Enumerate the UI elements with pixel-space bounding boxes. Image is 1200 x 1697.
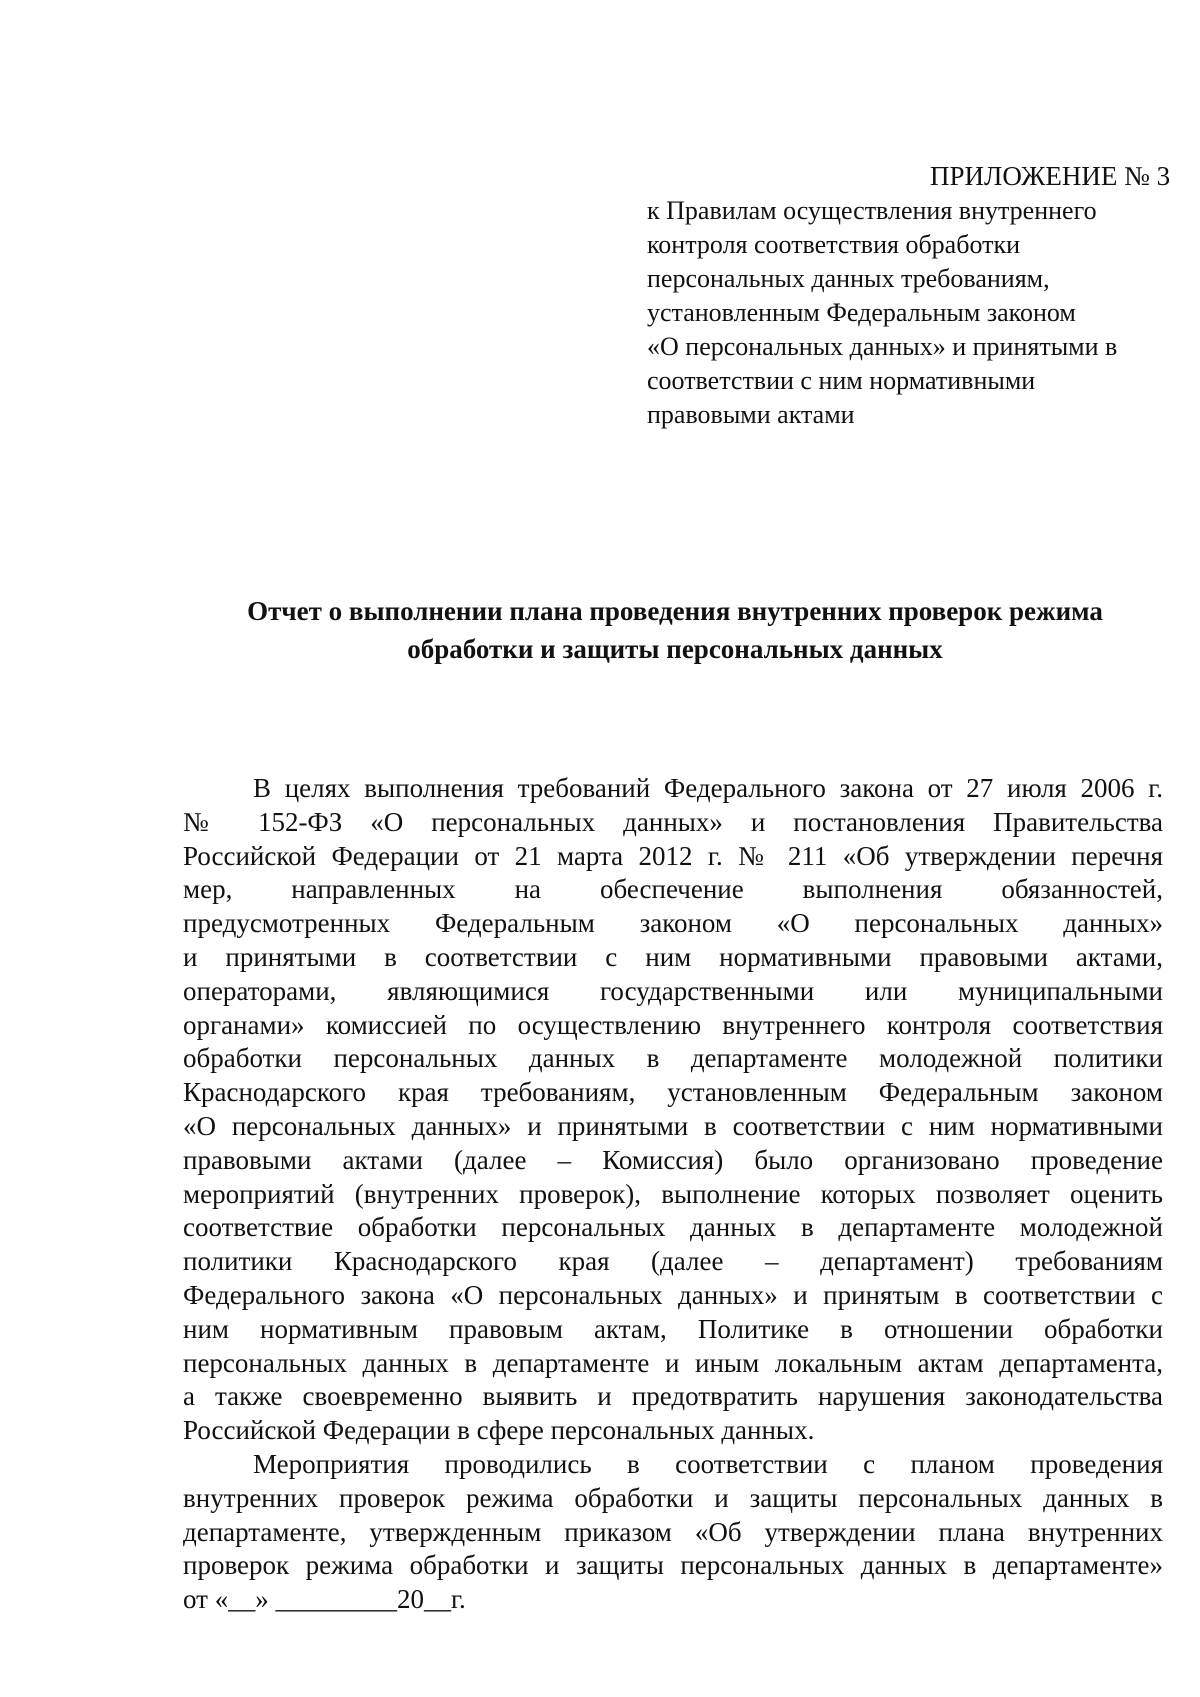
body-line: мероприятий (внутренних проверок), выполнение которых позволяет оценить <box>183 1178 1163 1209</box>
body-line: мер, направленных на обеспечение выполнения обязанностей, <box>183 874 1163 905</box>
body-line: и принятыми в соответствии с ним нормативными правовыми актами, <box>183 941 1163 972</box>
body-line: В целях выполнения требований Федерального закона от 27 июля 2006 г. <box>253 773 1163 803</box>
body-line: а также своевременно выявить и предотвратить нарушения законодательства <box>183 1381 1163 1412</box>
body-line: Российской Федерации в сфере персональных данных. <box>183 1415 815 1446</box>
body-line: «О персональных данных» и принятыми в соответствии с ним нормативными <box>183 1110 1163 1141</box>
appendix-line: контроля соответствия обработки <box>647 230 1021 259</box>
body-line: Мероприятия проводились в соответствии с планом проведения <box>253 1448 1163 1479</box>
body-line: операторами, являющимися государственными или муниципальными <box>183 975 1163 1006</box>
body-line: соответствие обработки персональных данных в департаменте молодежной <box>183 1212 1163 1243</box>
body-line: № 152-ФЗ «О персональных данных» и постановления Правительства <box>183 806 1163 837</box>
appendix-reference <box>647 194 1167 432</box>
paragraph-1 <box>183 772 1163 1448</box>
body-line: внутренних проверок режима обработки и защиты персональных данных в <box>183 1482 1163 1513</box>
body-line: обработки персональных данных в департаменте молодежной политики <box>183 1043 1163 1074</box>
body-line: правовыми актами (далее – Комиссия) было организовано проведение <box>183 1144 1163 1175</box>
appendix-label: ПРИЛОЖЕНИЕ № 3 <box>930 161 1171 191</box>
body-line: Российской Федерации от 21 марта 2012 г. № 211 «Об утверждении перечня <box>183 840 1163 871</box>
date-line: от «__» _________20__г. <box>183 1584 466 1615</box>
body-line: департаменте, утвержденным приказом «Об утверждении плана внутренних <box>183 1516 1163 1547</box>
body-line: предусмотренных Федеральным законом «О персональных данных» <box>183 908 1163 939</box>
body-line: политики Краснодарского края (далее – департамент) требованиям <box>183 1246 1163 1277</box>
body-line: ним нормативным правовым актам, Политике в отношении обработки <box>183 1313 1163 1344</box>
title-line: обработки и защиты персональных данных <box>407 634 943 664</box>
document-title <box>190 592 1160 668</box>
body-line: органами» комиссией по осуществлению внутреннего контроля соответствия <box>183 1009 1163 1040</box>
document-body <box>183 772 1163 1617</box>
appendix-line: установленным Федеральным законом <box>647 298 1076 327</box>
body-line: персональных данных в департаменте и иным локальным актам департамента, <box>183 1347 1163 1378</box>
body-line: Краснодарского края требованиям, установленным Федеральным законом <box>183 1077 1163 1108</box>
title-line: Отчет о выполнении плана проведения внутренних проверок режима <box>247 596 1103 626</box>
body-line: проверок режима обработки и защиты персональных данных в департаменте» <box>183 1550 1163 1581</box>
appendix-line: «О персональных данных» и принятыми в <box>647 332 1118 361</box>
paragraph-2 <box>183 1448 1163 1617</box>
appendix-line: к Правилам осуществления внутреннего <box>647 196 1097 225</box>
body-line: Федерального закона «О персональных данных» и принятым в соответствии с <box>183 1279 1163 1310</box>
appendix-line: соответствии с ним нормативными <box>647 366 1036 395</box>
appendix-line: правовыми актами <box>647 400 855 429</box>
appendix-line: персональных данных требованиям, <box>647 264 1050 293</box>
